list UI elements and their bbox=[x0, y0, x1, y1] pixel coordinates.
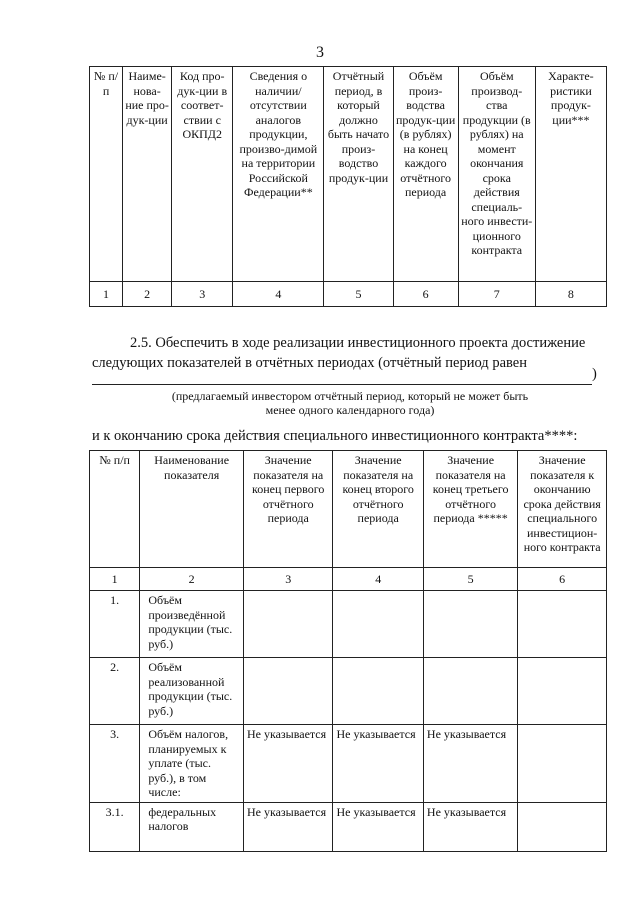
header-cell: № п/п bbox=[90, 451, 140, 568]
indicator-name: Объём реализованной продукции (тыс. руб.) bbox=[140, 658, 244, 725]
product-table bbox=[89, 66, 607, 307]
header-cell: Значение показателя на конец первого отчётного периода bbox=[243, 451, 332, 568]
value-cell[interactable]: Не указывается bbox=[333, 802, 423, 851]
hint-line: менее одного календарного года) bbox=[265, 403, 435, 417]
product-table-header-row bbox=[90, 67, 607, 282]
header-cell: Значение показателя к окончанию срока действия специального инвестицион-ного контракта bbox=[518, 451, 607, 568]
column-number: 6 bbox=[518, 568, 607, 591]
header-cell: Сведения о наличии/ отсутствии аналогов продукции, произво-димой на территории Российской Федерации** bbox=[233, 67, 324, 282]
column-number: 6 bbox=[393, 282, 458, 307]
column-number: 5 bbox=[423, 568, 517, 591]
value-cell[interactable]: Не указывается bbox=[243, 802, 332, 851]
column-number: 4 bbox=[233, 282, 324, 307]
closing-parenthesis: ) bbox=[592, 366, 597, 382]
header-cell: № п/п bbox=[90, 67, 123, 282]
indicators-table bbox=[89, 450, 607, 852]
column-number: 5 bbox=[324, 282, 393, 307]
indicator-name: Объём произведённой продукции (тыс. руб.) bbox=[140, 591, 244, 658]
header-cell: Объём произ-водства продук-ции (в рублях) на конец каждого отчётного периода bbox=[393, 67, 458, 282]
blank-line-hint bbox=[92, 389, 608, 417]
column-number: 1 bbox=[90, 568, 140, 591]
paragraph-line: 2.5. Обеспечить в ходе реализации инвестиционного проекта достижение bbox=[130, 335, 586, 351]
header-cell: Значение показателя на конец второго отчётного периода bbox=[333, 451, 423, 568]
indicator-name: федеральных налогов bbox=[140, 802, 244, 851]
value-cell[interactable] bbox=[518, 591, 607, 658]
value-cell[interactable] bbox=[333, 658, 423, 725]
paragraph-line: следующих показателей в отчётных периодах (отчётный период равен bbox=[92, 355, 527, 371]
column-number: 4 bbox=[333, 568, 423, 591]
column-number: 1 bbox=[90, 282, 123, 307]
header-cell: Наименование показателя bbox=[140, 451, 244, 568]
column-number: 2 bbox=[140, 568, 244, 591]
reporting-period-blank-line[interactable] bbox=[92, 370, 592, 385]
header-cell: Наиме-нова-ние про-дук-ции bbox=[123, 67, 172, 282]
table-row bbox=[90, 725, 607, 803]
paragraph-2-5 bbox=[92, 333, 608, 373]
header-cell: Значение показателя на конец третьего отчётного периода ***** bbox=[423, 451, 517, 568]
indicators-table-number-row bbox=[90, 568, 607, 591]
header-cell: Объём производ-ства продукции (в рублях) на момент окончания срока действия специаль-ного инвести-ционного контракта bbox=[458, 67, 535, 282]
product-table-number-row bbox=[90, 282, 607, 307]
value-cell[interactable]: Не указывается bbox=[423, 802, 517, 851]
value-cell[interactable] bbox=[423, 658, 517, 725]
indicator-name: Объём налогов, планируемых к уплате (тыс. руб.), в том числе: bbox=[140, 725, 244, 803]
value-cell[interactable] bbox=[243, 591, 332, 658]
row-number: 3.1. bbox=[90, 802, 140, 851]
value-cell[interactable] bbox=[518, 725, 607, 803]
paragraph-contract-end: и к окончанию срока действия специального инвестиционного контракта****: bbox=[92, 428, 578, 444]
value-cell[interactable] bbox=[518, 658, 607, 725]
value-cell[interactable]: Не указывается bbox=[333, 725, 423, 803]
header-cell: Отчётный период, в который должно быть начато произ-водство продук-ции bbox=[324, 67, 393, 282]
value-cell[interactable] bbox=[423, 591, 517, 658]
table-row bbox=[90, 591, 607, 658]
row-number: 1. bbox=[90, 591, 140, 658]
value-cell[interactable]: Не указывается bbox=[243, 725, 332, 803]
column-number: 2 bbox=[123, 282, 172, 307]
header-cell: Код про-дук-ции в соответ-ствии с ОКПД2 bbox=[172, 67, 233, 282]
value-cell[interactable] bbox=[243, 658, 332, 725]
column-number: 3 bbox=[172, 282, 233, 307]
row-number: 2. bbox=[90, 658, 140, 725]
value-cell[interactable]: Не указывается bbox=[423, 725, 517, 803]
page-number: 3 bbox=[316, 44, 324, 61]
hint-line: (предлагаемый инвестором отчётный период, который не может быть bbox=[171, 389, 529, 403]
row-number: 3. bbox=[90, 725, 140, 803]
column-number: 7 bbox=[458, 282, 535, 307]
header-cell: Характе-ристики продук-ции*** bbox=[535, 67, 606, 282]
indicators-table-header-row bbox=[90, 451, 607, 568]
table-row bbox=[90, 802, 607, 851]
value-cell[interactable] bbox=[333, 591, 423, 658]
column-number: 3 bbox=[243, 568, 332, 591]
column-number: 8 bbox=[535, 282, 606, 307]
table-row bbox=[90, 658, 607, 725]
value-cell[interactable] bbox=[518, 802, 607, 851]
